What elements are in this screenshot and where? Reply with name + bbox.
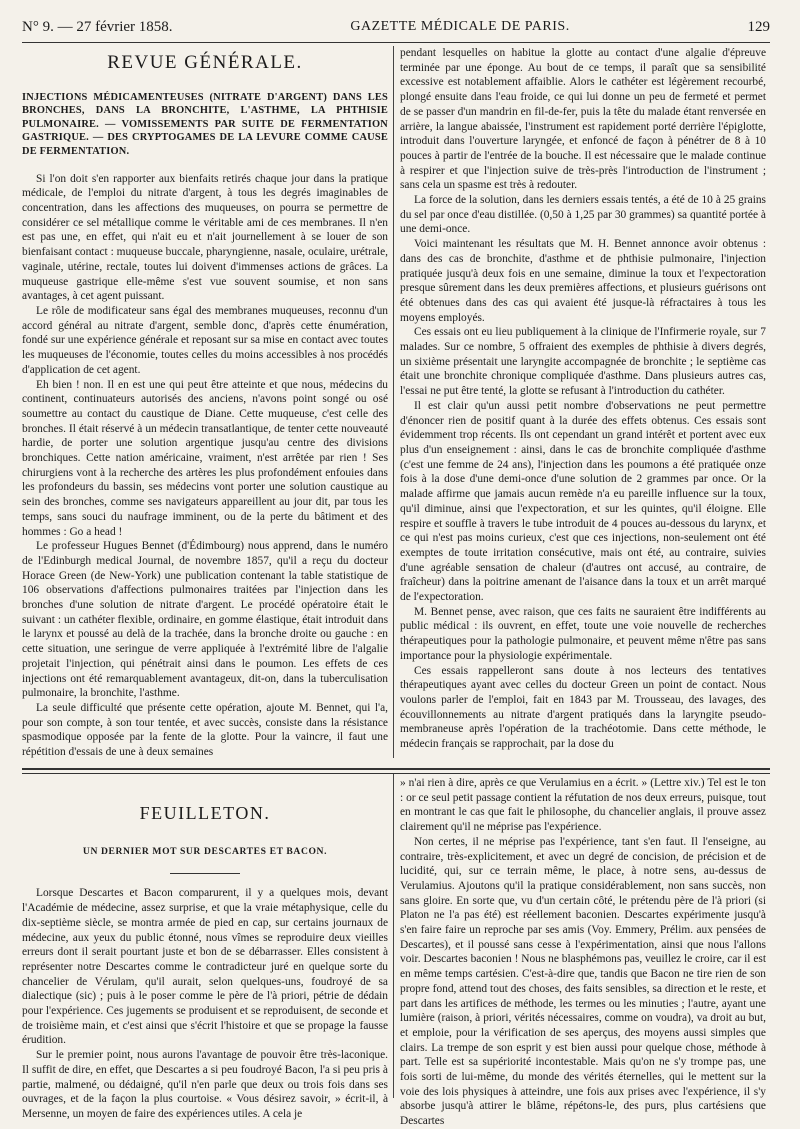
issue-date: N° 9. — 27 février 1858. (22, 18, 173, 35)
column-divider (393, 774, 394, 1098)
revue-paragraph: M. Bennet pense, avec raison, que ces faits ne sauraient être indifférents au public médical : ils ouvrent, en effet, toute une voie nouvelle de recherches thérapeutiques pour la pathologie pulmonaire, et peuvent même n'être pas sans importance pour la physiologie expérimentale. (400, 605, 766, 662)
revue-paragraph: pendant lesquelles on habitue la glotte au contact d'une algalie d'épreuve terminée par une éponge. Au bout de ce temps, il paraît que sa sensibilité excessive est notablement affaiblie. Alors le cathéter est légèrement recourbé, plongé ensuite dans l'eau froide, ce qui lui donne un peu de fermeté et permet de se passer d'un mandrin en fil-de-fer, puis la tête du malade étant renversée en arrière, la langue abaissée, l'instrument est rapidement porté derrière l'épiglotte, introduit dans l'ouverture laryngée, et enfoncé de façon à pénétrer de 8 à 10 pouces à partir de l'entrée de la bouche. Il est nécessaire que le malade continue à respirer et que l'injection suive de très-près l'introduction de l'instrument ; sans cela un spasme est très à redouter. (400, 47, 766, 192)
revue-paragraph: Le rôle de modificateur sans égal des membranes muqueuses, reconnu d'un accord général au nitrate d'argent, semble donc, d'après cette énumération, fondé sur une expérience générale et reposant sur sa mise en contact avec toutes les muqueuses de l'économie, toutes celles du moins accessibles à nos procédés d'application de cet agent. (22, 305, 388, 376)
page-header (22, 12, 770, 43)
revue-column-left (22, 46, 388, 759)
revue-paragraph: Eh bien ! non. Il en est une qui peut être atteinte et que nous, médecins du continent, continuateurs autorisés des anciens, n'avons point songé ou osé soumettre au contact du caustique de Diane. Cette muqueuse, c'est celle des bronches. Il était réservé à un médecin transatlantique, de tenter cette nouveauté hardie, de porter une solution argentique jusqu'au centre des divisions bronchiques. Cette nation américaine, vraiment, n'est arrêtée par rien ! Ses chirurgiens vont à la recherche des artères les plus profondément enfouies dans les profondeurs du bassin, ses médecins vont porter une solution caustique au sein des bronches, comme ses navigateurs appareillent au jour dit, par tous les temps, sans souci du naufrage imminent, ou de la perte du bâtiment et des hommes : Go a head ! (22, 378, 388, 538)
revue-subhead: INJECTIONS MÉDICAMENTEUSES (NITRATE D'ARGENT) DANS LES BRONCHES, DANS LA BRONCHITE, L'ASTHME, LA PHTHISIE PULMONAIRE. — VOMISSEMENTS PAR SUITE DE FERMENTATION GASTRIQUE. — DES CRYPTOGAMES DE LA LEVURE COMME CAUSE DE FERMENTATION. (22, 91, 388, 158)
feuilleton-column-right (400, 776, 766, 1128)
revue-paragraph: La force de la solution, dans les derniers essais tentés, a été de 10 à 25 grains du sel par once d'eau distillée. (0,50 à 1,25 par 30 grammes) sa quantité portée à une demi-once. (400, 194, 766, 236)
feuilleton-paragraph: Sur le premier point, nous aurons l'avantage de pouvoir être très-laconique. Il suffit de dire, en effet, que Descartes a si peu foudroyé Bacon, l'a si peu pris à partie, malmené, ou dédaigné, qu'il n'en parle que deux ou trois fois dans ses ouvrages, et de la façon la plus courtoise. « Vous désirez savoir, » écrit-il, à Mersenne, un moyen de faire des expériences utiles. A cela je (22, 1049, 388, 1120)
revue-paragraph: Voici maintenant les résultats que M. H. Bennet annonce avoir obtenus : dans des cas de bronchite, d'asthme et de phthisie pulmonaire, l'injection pratiquée jusqu'à deux fois en une semaine, diminue la toux et l'expectoration presque sûrement dans les deux premières affections, et plusieurs guérisons ont été obtenues dans des cas qui avaient été jusque-là réfractaires à tous les moyens employés. (400, 238, 766, 324)
revue-column-right (400, 46, 766, 751)
revue-paragraph: Ces essais rappelleront sans doute à nos lecteurs des tentatives thérapeutiques ayant avec celles du docteur Green un point de contact. Nous voulons parler de l'emploi, fait en 1843 par M. Trousseau, des lavages, des écouvillonnements au nitrate d'argent pratiqués dans la laryngite pseudo-membraneuse après l'opération de la trachéotomie. Dans cette méthode, le médecin français se rapprochait, par la dose du (400, 664, 766, 751)
journal-title: GAZETTE MÉDICALE DE PARIS. (350, 19, 570, 34)
feuilleton-paragraph: Lorsque Descartes et Bacon comparurent, il y a quelques mois, devant l'Académie de médecine, assez surprise, et que la vraie métaphysique, celle du dix-septième siècle, se montra armée de pied en cap, sur certains journaux de médecine, aux yeux du public étonné, nous vîmes se reproduire deux vieilles erreurs dont il serait pourtant juste et bon de se débarrasser. Elles consistent à représenter notre Descartes comme le contradicteur juré en quelque sorte du chancelier de Vérulam, qu'il aurait, selon quelques-uns, foudroyé de sa dialectique (sic) ; puis à le poser comme le père de l'à priori, pétrie de dédain pour l'expérience. Ces jugements se produisent et se reproduisent, de seconde et de troisième main, et c'est ainsi que s'écrit l'histoire et que se propage la fausse érudition. (22, 887, 388, 1047)
feuilleton-column-left (22, 776, 388, 1120)
revue-paragraph: La seule difficulté que présente cette opération, ajoute M. Bennet, qui l'a, pour son compte, à son tour tentée, et avec succès, consiste dans la résistance spasmodique opposée par la fente de la glotte. Pour la vaincre, il faut une répétition d'essais de une à deux semaines (22, 701, 388, 759)
section-separator (22, 768, 770, 774)
revue-section-title: REVUE GÉNÉRALE. (107, 52, 303, 73)
revue-paragraph: Si l'on doit s'en rapporter aux bienfaits retirés chaque jour dans la pratique médicale, de l'emploi du nitrate d'argent, à tous les degrés imaginables de concentration, dans les affections des muqueuses, on pourra se permettre de considérer ce sel métallique comme le véritable ami de ces membranes. Il n'en est pas une, en effet, qui n'ait eu et n'ait journellement à se louer de son bienfaisant contact : muqueuse buccale, pharyngienne, nasale, oculaire, urétrale, vaginale, utérine, rectale, toutes lui doivent d'immenses actions de grâces. La muqueuse gastrique elle-même s'est vue souvent soumise, et non sans avantages, à cet agent puissant. (22, 172, 388, 303)
page-number: 129 (747, 18, 770, 35)
feuilleton-paragraph: » n'ai rien à dire, après ce que Verulamius en a écrit. » (Lettre xiv.) Tel est le ton : or ce seul petit passage contient la réfutation de nos deux erreurs, puisque, tout en montrant le cas que fait le philosophe, du chancelier anglais, il prouve assez clairement qu'il ne méprise pas l'expérience. (400, 777, 766, 834)
title-underline (170, 873, 240, 874)
feuilleton-section-title: FEUILLETON. (139, 803, 271, 823)
revue-paragraph: Ces essais ont eu lieu publiquement à la clinique de l'Infirmerie royale, sur 7 malades. Sur ce nombre, 5 offraient des exemples de phthisie à divers degrés, un sixième présentait une laryngite accompagnée de bronchite ; le septième cas était une bronchite chronique compliquée d'asthme. Dans plusieurs autres cas, l'essai ne put être tenté, la glotte se refusant à l'introduction du cathéter. (400, 326, 766, 398)
feuilleton-paragraph: Non certes, il ne méprise pas l'expérience, tant s'en faut. Il l'enseigne, au contraire, très-explicitement, et avec un degré de concision, de précision et de lucidité, qui, sur ce terrain même, le place, à notre sens, au-dessus de Verulamius. Ajoutons qu'il la pratique considérablement, non sans succès, non sans gloire. En sorte que, vu d'un certain côté, le prétendu père de l'à priori (si Platon ne l'a pas été) est réellement baconien. Descartes expérimente jusqu'à s'en faire faire un reproche par ses amis (Voy. Emmery, Prélim. aux pensées de Descartes), et il poussé sans cesse à l'expérimentation, ainsi que nous l'allons voir. Descartes baconien ! Nous ne blasphémons pas, veuillez le croire, car il est en même temps cartésien. C'est-à-dire que, tandis que Bacon ne tire rien de son propre fond, attend tout des choses, des faits sensibles, sa direction et le reste, et part dans les artifices de méthode, les termes ou les minuties ; l'autre, ayant une lumière (raison, à priori, vérités nécessaires, comme on voudra), va droit au but, et emploie, pour la vérification de ses aperçus, des moyens aussi simples que clairs. La trempe de son esprit y est bien aussi pour quelque chose, méthode à part. Telle est sa supériorité incontestable. Mais qu'on ne s'y trompe pas, une fois sorti de lui-même, du monde des vérités éternelles, qui le mettent sur la voie des lois physiques à atteindre, une fois aux prises avec l'expérience, il s'y absorbe jusqu'à attirer le blâme, répétons-le, des purs, plus cartésiens que Descartes (400, 835, 766, 1128)
column-divider (393, 46, 394, 758)
revue-paragraph: Il est clair qu'un aussi petit nombre d'observations ne peut permettre d'énoncer rien de positif quant à la durée des effets obtenus. Ces essais sont évidemment trop récents. Ils ont cependant un grand intérêt et portent avec eux plus d'un enseignement : ainsi, dans le cas de bronchite compliquée d'asthme (c'est une femme de 24 ans), l'injection dans les poumons a été pratiquée onze fois à la dose d'une demi-once d'une solution de 2 grammes par once. Or la malade affirme que jamais aucun remède n'a eu pareille influence sur la toux, qu'il diminue, ainsi que l'expectoration, et sur les quintes, qu'il éloigne. Elle respire et souffle à travers le tube introduit de 4 pouces au-dessous du larynx, et ce qui n'est pas moins curieux, c'est que ces injections, non-seulement ont été exemptes de toute irritation consécutive, mais ont été, au contraire, suivies d'une agréable sensation de chaleur (d'autres ont accusé, au contraire, de fraîcheur) dans la poitrine amenant de l'aisance dans la toux et un arrêt marqué de l'expectoration. (400, 399, 766, 604)
feuilleton-subtitle: UN DERNIER MOT SUR DESCARTES ET BACON. (82, 845, 328, 857)
revue-paragraph: Le professeur Hugues Bennet (d'Édimbourg) nous apprend, dans le numéro de l'Edinburgh medical Journal, de novembre 1857, qu'il a reçu du docteur Horace Green (de New-York) une publication contenant la table statistique de 106 observations d'affections pulmonaires traitées par l'injection dans les bronches d'une solution de nitrate d'argent. Le procédé opératoire était le suivant : un cathéter flexible, ordinaire, en gomme élastique, était introduit dans le larynx et poussé au delà de la trachée, dans la bronche droite ou gauche : en cette situation, une seringue de verre appliquée à l'extrémité libre de l'algalie projetait l'injection, qui pénétrait ainsi dans le poumon. Les effets de ces injections ont été remarquablement avantageux, dit-on, dans la tuberculisation pulmonaire, la bronchite, l'asthme. (22, 540, 388, 700)
